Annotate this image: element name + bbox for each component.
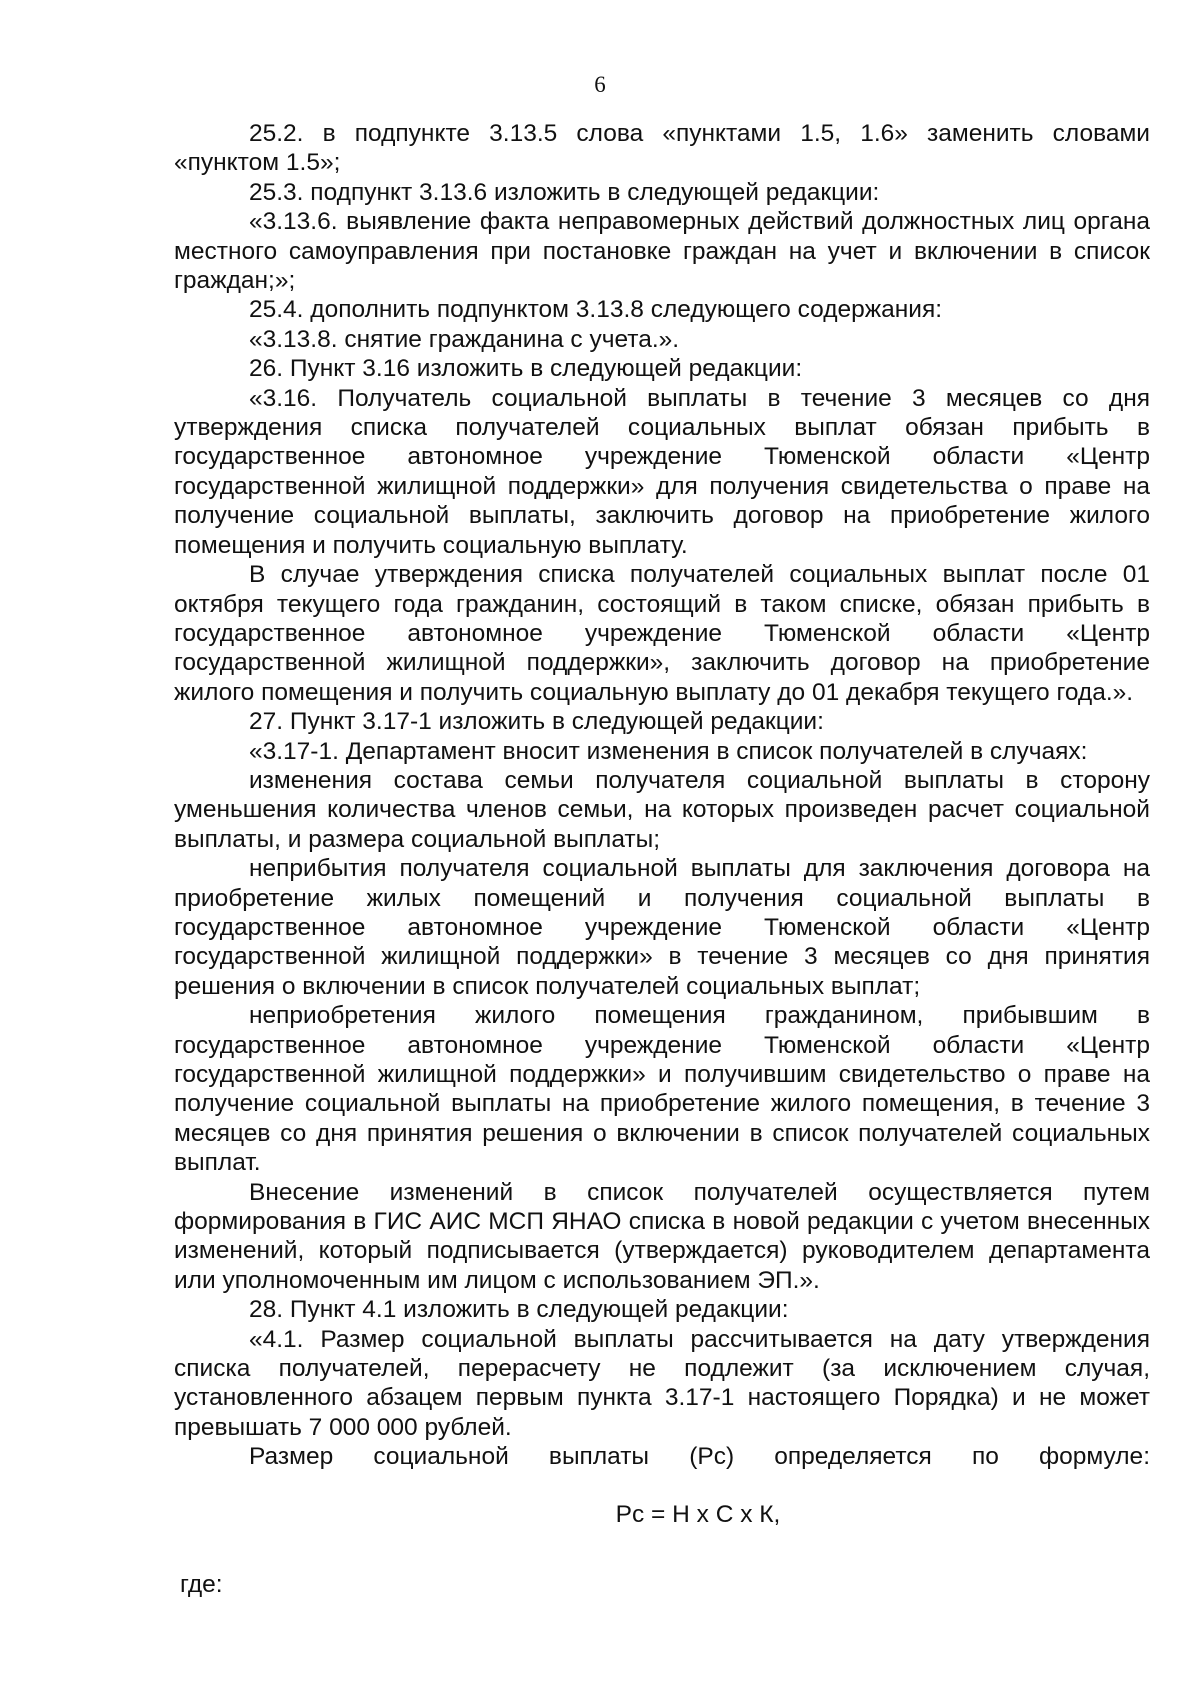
paragraph-case-no-purchase: неприобретения жилого помещения гражданином, прибывшим в государственное автономное учреждение Тюменской области «Центр государственной жилищной поддержки» и получившим свидетельство о праве на получение социальной выплаты на приобретение жилого помещения, в течение 3 месяцев со дня принятия решения о включении в список получателей социальных выплат.: [174, 1002, 1150, 1177]
paragraph-case-no-arrival: неприбытия получателя социальной выплаты для заключения договора на приобретение жилых помещений и получения социальной выплаты в государственное автономное учреждение Тюменской области «Центр государственной жилищной поддержки» в течение 3 месяцев со дня принятия решения о включении в список получателей социальных выплат;: [174, 855, 1150, 1000]
paragraph-3-13-6: «3.13.6. выявление факта неправомерных действий должностных лиц органа местного самоуправления при постановке граждан на учет и включении в список граждан;»;: [174, 208, 1150, 295]
paragraph-28: 28. Пункт 4.1 изложить в следующей редакции:: [249, 1296, 789, 1324]
paragraph-3-13-8: «3.13.8. снятие гражданина с учета.».: [249, 325, 680, 353]
paragraph-changes-procedure: Внесение изменений в список получателей осуществляется путем формирования в ГИС АИС МСП ЯНАО списка в новой редакции с учетом внесенных изменений, который подписывается (утверждается) руководителем департамента или уполномоченным им лицом с использованием ЭП.».: [174, 1178, 1150, 1294]
paragraph-25-4: 25.4. дополнить подпунктом 3.13.8 следующего содержания:: [249, 296, 943, 324]
formula: Рс = Н х С х К,: [615, 1500, 781, 1528]
paragraph-3-16: «3.16. Получатель социальной выплаты в течение 3 месяцев со дня утверждения списка получателей социальных выплат обязан прибыть в государственное автономное учреждение Тюменской области «Центр государственной жилищной поддержки» для получения свидетельства о праве на получение социальной выплаты, заключить договор на приобретение жилого помещения и получить социальную выплату.: [174, 384, 1150, 559]
page-number: 6: [594, 72, 606, 97]
document-body: [174, 119, 1150, 1529]
paragraph-25-2: 25.2. в подпункте 3.13.5 слова «пунктами 1.5, 1.6» заменить словами «пунктом 1.5»;: [174, 120, 1150, 177]
paragraph-3-16-second: В случае утверждения списка получателей социальных выплат после 01 октября текущего года гражданин, состоящий в таком списке, обязан прибыть в государственное автономное учреждение Тюменской области «Центр государственной жилищной поддержки», заключить договор на приобретение жилого помещения и получить социальную выплату до 01 декабря текущего года.».: [174, 561, 1150, 706]
paragraph-4-1: «4.1. Размер социальной выплаты рассчитывается на дату утверждения списка получателей, перерасчету не подлежит (за исключением случая, установленного абзацем первым пункта 3.17-1 настоящего Порядка) и не может превышать 7 000 000 рублей.: [174, 1325, 1150, 1441]
paragraph-26: 26. Пункт 3.16 изложить в следующей редакции:: [249, 355, 803, 383]
paragraph-formula-intro: Размер социальной выплаты (Рс) определяется по формуле:: [249, 1443, 1150, 1471]
paragraph-25-3: 25.3. подпункт 3.13.6 изложить в следующей редакции:: [249, 178, 880, 206]
paragraph-3-17-1: «3.17-1. Департамент вносит изменения в список получателей в случаях:: [249, 737, 1088, 765]
paragraph-27: 27. Пункт 3.17-1 изложить в следующей редакции:: [249, 708, 824, 736]
where-label: где:: [180, 1571, 223, 1598]
paragraph-case-family: изменения состава семьи получателя социальной выплаты в сторону уменьшения количества членов семьи, на которых произведен расчет социальной выплаты, и размера социальной выплаты;: [174, 766, 1150, 853]
